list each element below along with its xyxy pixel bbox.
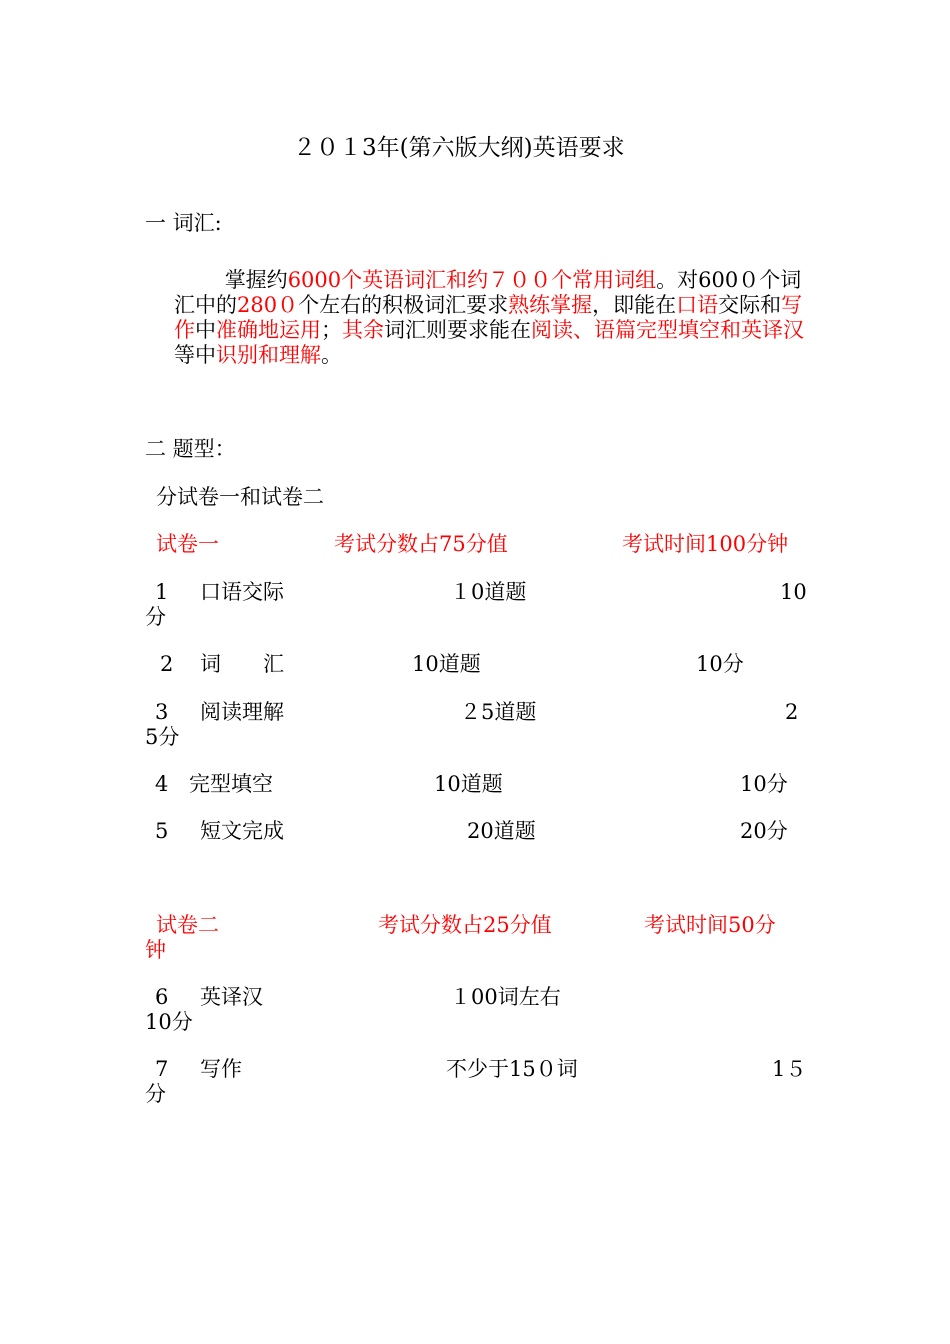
item-number: 4 (155, 772, 169, 796)
item-number: 3 (155, 700, 169, 724)
item-points: 10分 (696, 652, 744, 676)
papers-intro: 分试卷一和试卷二 (156, 485, 324, 509)
item-count: ２5道题 (460, 700, 537, 724)
item-points-wrap: 分 (145, 605, 166, 629)
item-points: 2 (785, 700, 799, 724)
item-name: 写作 (200, 1057, 242, 1081)
emphasis-text: 准确地运用 (216, 318, 321, 342)
item-number: 7 (155, 1057, 169, 1081)
document-title: ２０１3年(第六版大纲)英语要求 (293, 135, 625, 161)
item-name: 口语交际 (200, 580, 284, 604)
emphasis-text: 熟练掌握 (508, 293, 593, 317)
item-name: 英译汉 (200, 985, 263, 1009)
paragraph-text: 个左右的积极词汇要求 (298, 293, 509, 317)
item-points: 10分 (145, 1010, 193, 1034)
item-name: 短文完成 (200, 819, 284, 843)
emphasis-text: 其余 (342, 318, 384, 342)
paper1-name: 试卷一 (156, 532, 219, 556)
item-name: 阅读理解 (200, 700, 284, 724)
paper1-score-share: 考试分数占75分值 (334, 532, 508, 556)
paragraph-text: 掌握约 (224, 268, 288, 292)
item-points: 1５ (772, 1057, 807, 1081)
item-count: １00词左右 (450, 985, 561, 1009)
paper2-time: 考试时间50分 (644, 913, 776, 937)
paragraph-text: 交际和 (718, 293, 782, 317)
paragraph-text: 。对600０个词汇中的 (174, 268, 802, 317)
item-count: １0道题 (450, 580, 527, 604)
paper2-score-share: 考试分数占25分值 (378, 913, 552, 937)
item-name: 完型填空 (189, 772, 273, 796)
emphasis-text: 写作 (174, 293, 803, 342)
paragraph-text: 词汇则要求能在 (384, 318, 531, 342)
item-number: 2 (160, 652, 174, 676)
paragraph-text: ； (321, 318, 342, 342)
emphasis-text: 280０ (237, 293, 299, 317)
emphasis-text: 6000个英语词汇和约７００个常用词组 (287, 268, 657, 292)
section-heading-vocabulary: 一 词汇: (145, 211, 222, 235)
item-count: 10道题 (434, 772, 503, 796)
paragraph-text: ，即能在 (592, 293, 677, 317)
item-points-wrap: 分 (145, 1082, 166, 1106)
section-heading-question-types: 二 题型： (145, 437, 236, 461)
paragraph-text: 中 (195, 318, 216, 342)
item-points-wrap: 5分 (145, 725, 180, 749)
item-name: 词 汇 (200, 652, 284, 676)
paragraph-text: 。 (321, 343, 342, 367)
item-points: 10分 (740, 772, 788, 796)
item-number: 5 (155, 819, 169, 843)
item-count: 10道题 (412, 652, 481, 676)
paper2-name: 试卷二 (156, 913, 219, 937)
item-points: 10 (780, 580, 807, 604)
emphasis-text: 口语 (676, 293, 719, 317)
item-number: 1 (155, 580, 169, 604)
paper1-time: 考试时间100分钟 (622, 532, 789, 556)
emphasis-text: 阅读、语篇完型填空和英译汉 (531, 318, 804, 342)
emphasis-text: 识别和理解 (216, 343, 321, 367)
item-count: 不少于15０词 (446, 1057, 578, 1081)
paragraph-text: 等中 (174, 343, 216, 367)
vocabulary-paragraph (174, 268, 806, 368)
item-points: 20分 (740, 819, 788, 843)
item-number: 6 (155, 985, 169, 1009)
paper2-time-wrap: 钟 (145, 938, 166, 962)
item-count: 20道题 (467, 819, 536, 843)
